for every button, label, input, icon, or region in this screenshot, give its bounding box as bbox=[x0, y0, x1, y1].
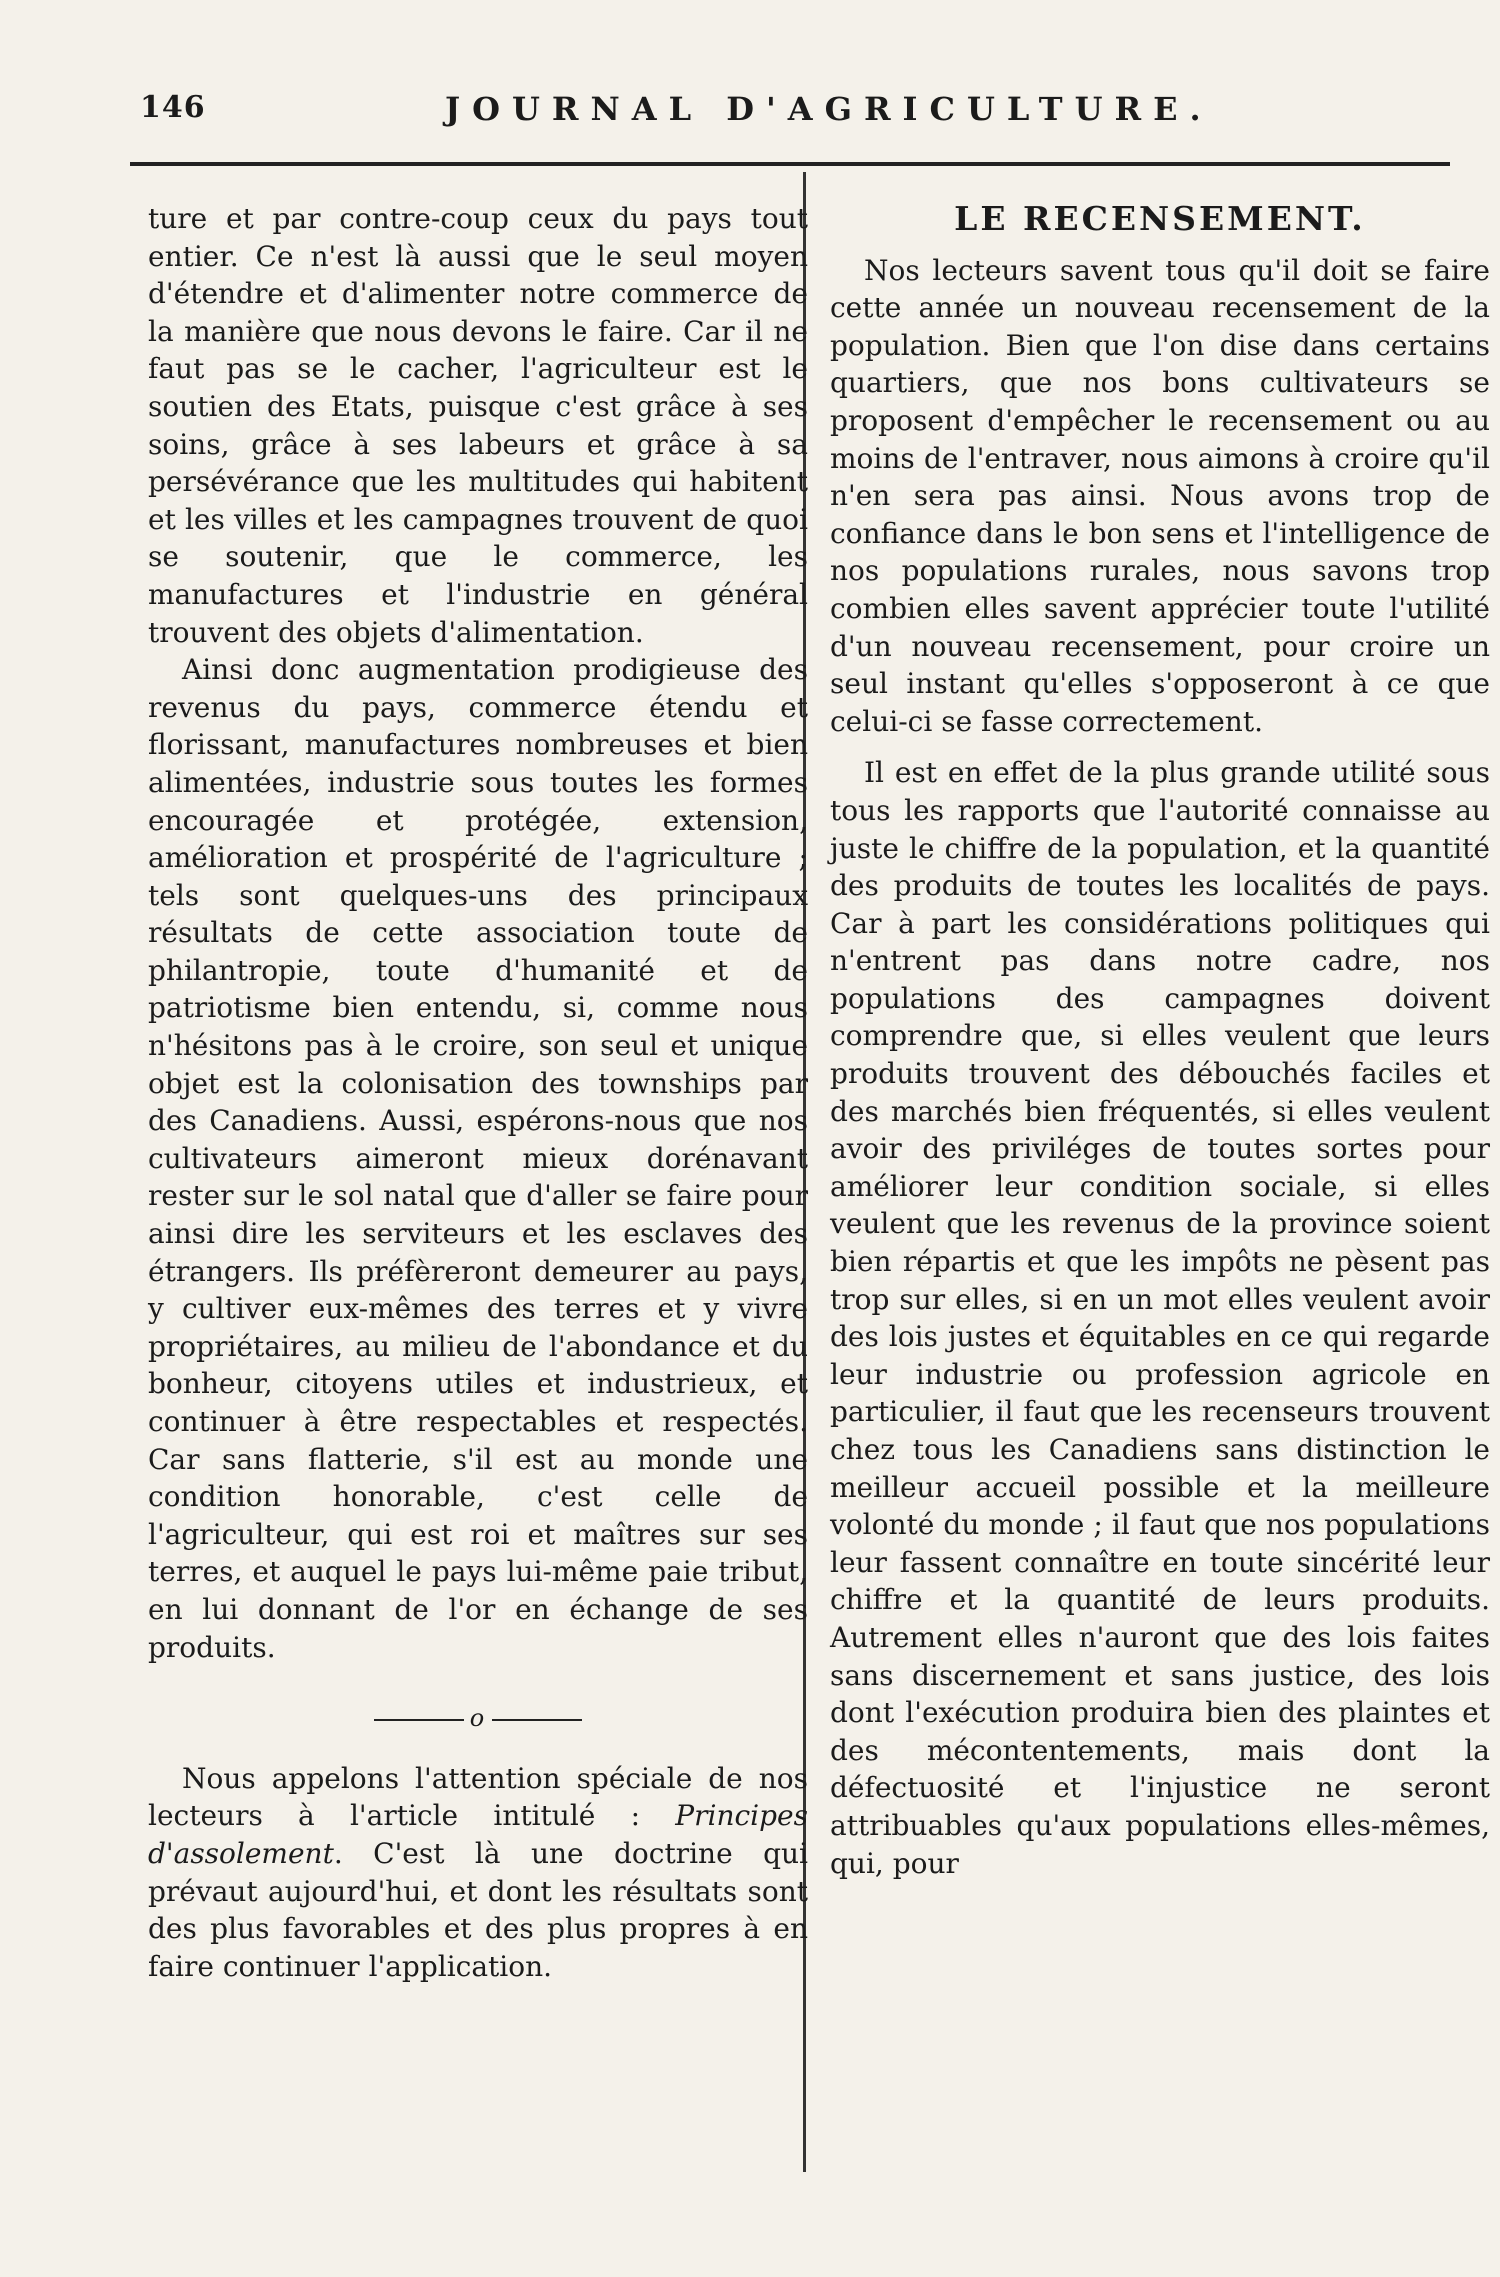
journal-title: JOURNAL D'AGRICULTURE. bbox=[445, 90, 1213, 128]
section-divider bbox=[148, 1700, 808, 1738]
right-paragraph-2: Il est en effet de la plus grande utilité sous tous les rapports que l'autorité connaisse au juste le chiffre de la population, et la quantité des produits de toutes les localités de pays. Car à part les considérations politiques qui n'entrent pas dans notre cadre, nos populations des campagnes doivent comprendre que, si elles veulent que leurs produits trouvent des débouchés faciles et des marchés bien fréquentés, si elles veulent avoir des priviléges de toutes sortes pour améliorer leur condition sociale, si elles veulent que les revenus de la province soient bien répartis et que les impôts ne pèsent pas trop sur elles, si en un mot elles veulent avoir des lois justes et équitables en ce qui regarde leur industrie ou profession agricole en particulier, il faut que les recenseurs trouvent chez tous les Canadiens sans distinction le meilleur accueil possible et la meilleure volonté du monde ; il faut que nos populations leur fassent connaître en toute sincérité leur chiffre et la quantité de leurs produits. Autrement elles n'auront que des lois faites sans discernement et sans justice, des lois dont l'exécution produira bien des plaintes et des mécontentements, mais dont la défectuosité et l'injustice ne seront attribuables qu'aux populations elles-mêmes, qui, pour bbox=[830, 756, 1490, 1880]
page-number: 146 bbox=[140, 90, 206, 125]
right-paragraph-1: Nos lecteurs savent tous qu'il doit se faire cette année un nouveau recensement de la population. Bien que l'on dise dans certains quartiers, que nos bons cultivateurs se proposent d'empêcher le recensement ou au moins de l'entraver, nous aimons à croire qu'il n'en sera pas ainsi. Nous avons trop de confiance dans le bon sens et l'intelligence de nos populations rurales, nous savons trop combien elles savent apprécier toute l'utilité d'un nouveau recensement, pour croire un seul instant qu'elles s'opposeront à ce que celui-ci se fasse correctement. bbox=[830, 253, 1490, 738]
right-column bbox=[830, 200, 1490, 1882]
divider-line-left bbox=[374, 1719, 464, 1721]
left-column bbox=[148, 200, 808, 1985]
left-paragraph-2: Ainsi donc augmentation prodigieuse des revenus du pays, commerce étendu et florissant, manufactures nombreuses et bien alimentées, industrie sous toutes les formes encouragée et protégée, extension, amélioration et prospérité de l'agriculture ; tels sont quelques-uns des principaux résultats de cette association toute de philantropie, toute d'humanité et de patriotisme bien entendu, si, comme nous n'hésitons pas à le croire, son seul et unique objet est la colonisation des townships par des Canadiens. Aussi, espérons-nous que nos cultivateurs aimeront mieux dorénavant rester sur le sol natal que d'aller se faire pour ainsi dire les serviteurs et les esclaves des étrangers. Ils préfèreront demeurer au pays, y cultiver eux-mêmes des terres et y vivre propriétaires, au milieu de l'abondance et du bonheur, citoyens utiles et industrieux, et continuer à être respectables et respectés. Car sans flatterie, s'il est au monde une condition honorable, c'est celle de l'agriculteur, qui est roi et maîtres sur ses terres, et auquel le pays lui-même paie tribut, en lui donnant de l'or en échange de ses produits. bbox=[148, 653, 808, 1664]
left-paragraph-1: ture et par contre-coup ceux du pays tout entier. Ce n'est là aussi que le seul moyen d'étendre et d'alimenter notre commerce de la manière que nous devons le faire. Car il ne faut pas se le cacher, l'agriculteur est le soutien des Etats, puisque c'est grâce à ses soins, grâce à ses labeurs et grâce à sa persévérance que les multitudes qui habitent et les villes et les campagnes trouvent de quoi se soutenir, que le commerce, les manufactures et l'industrie en général trouvent des objets d'alimentation. bbox=[148, 202, 808, 649]
header-rule bbox=[130, 162, 1450, 166]
notice-paragraph bbox=[148, 1760, 808, 1986]
notice-text-start: Nous appelons l'attention spéciale de nos lecteurs à l'article intitulé : bbox=[148, 1761, 808, 1833]
article-title: LE RECENSEMENT. bbox=[954, 199, 1366, 238]
divider-line-right bbox=[492, 1719, 582, 1721]
page-header bbox=[140, 84, 1450, 134]
divider-mark: o bbox=[469, 1704, 487, 1733]
notice-article-title: Principes d'assolement bbox=[148, 1799, 808, 1870]
notice-text-end: . C'est là une doctrine qui prévaut aujourd'hui, et dont les résultats sont des plus favorables et des plus propres à en faire continuer l'application. bbox=[148, 1836, 808, 1983]
